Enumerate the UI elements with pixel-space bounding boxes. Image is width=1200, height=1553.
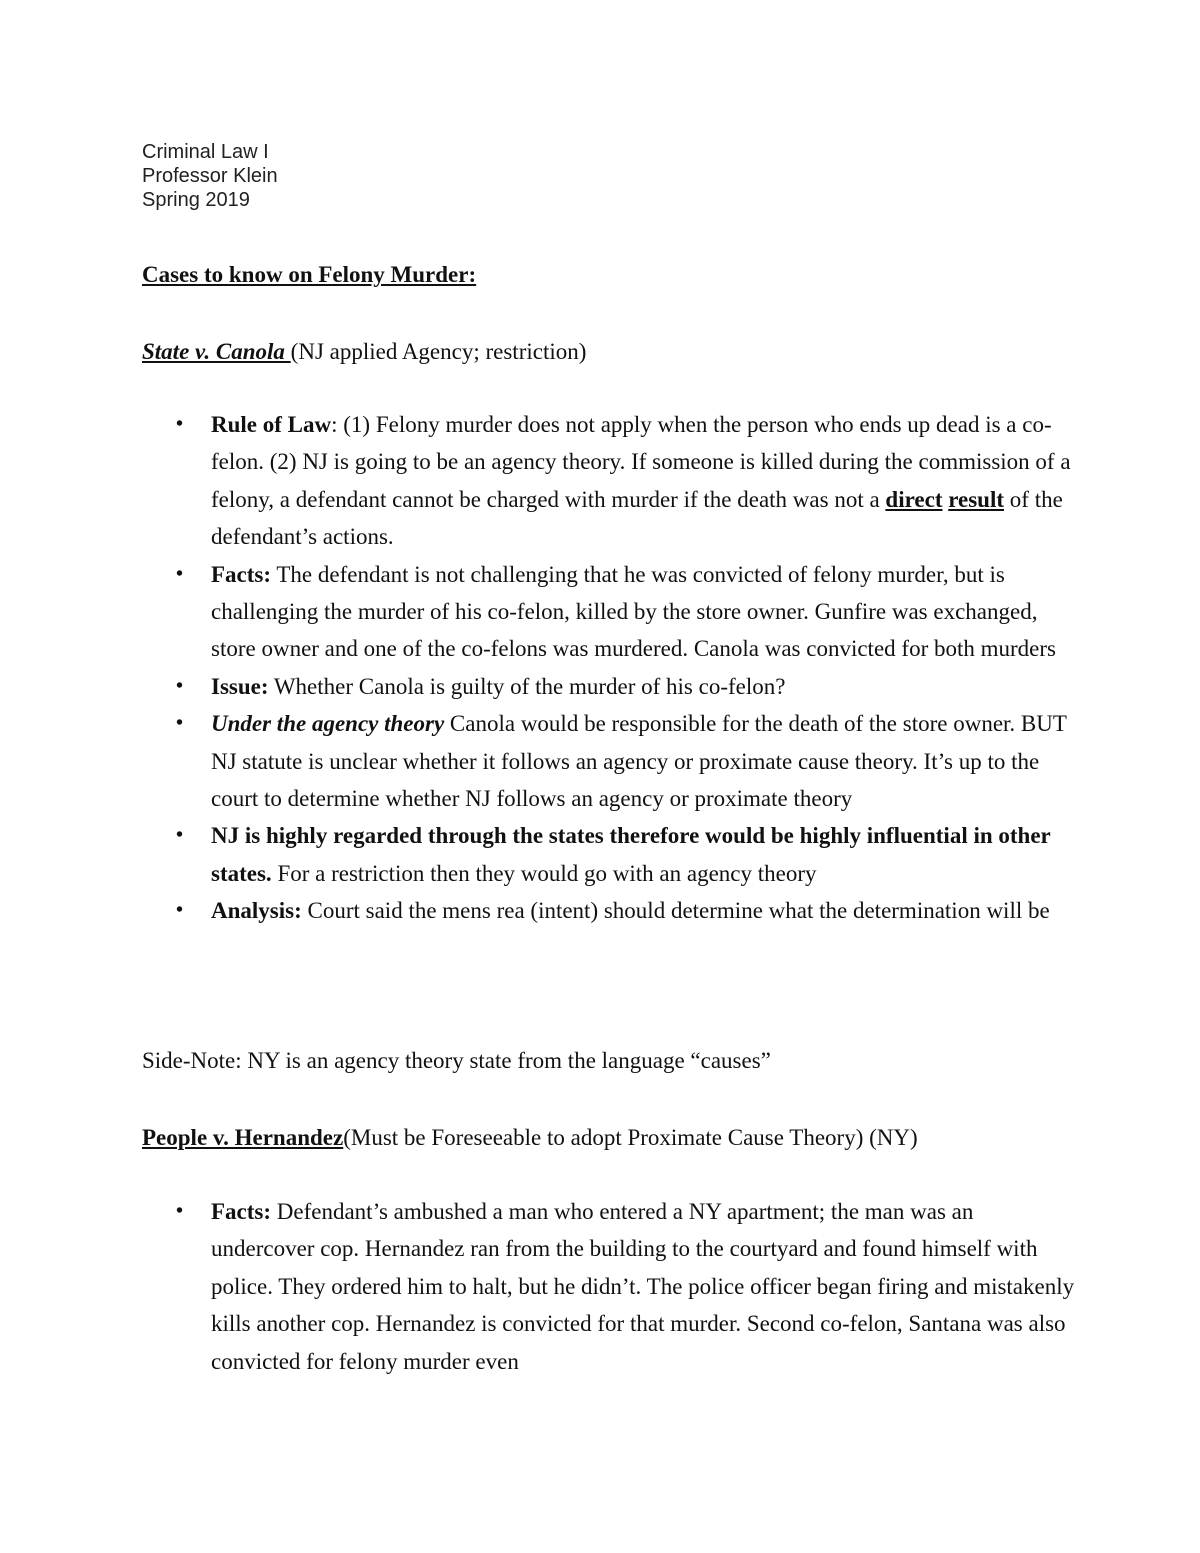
document-header <box>142 140 278 212</box>
list-item <box>176 406 1076 556</box>
list-item <box>176 705 1076 817</box>
course-name: Criminal Law I <box>142 141 269 163</box>
item-text: Defendant’s ambushed a man who entered a NY apartment; the man was an undercover cop. Hernandez ran from the building to the courtyard and found himself with police. They ordered him to halt, but he didn’t. The police officer began firing and mistakenly kills another cop. Hernandez is convicted for that murder. Second co-felon, Santana was also convicted for felony murder even <box>211 1199 1075 1374</box>
bullet-icon: • <box>176 1200 184 1222</box>
underlined-word: result <box>948 486 1005 512</box>
item-text: The defendant is not challenging that he was convicted of felony murder, but is challenging the murder of his co-felon, killed by the store owner. Gunfire was exchanged, store owner and one of the co-felons was murdered. Canola was convicted for both murders <box>211 561 1056 662</box>
canola-bullet-list <box>176 406 1076 930</box>
item-label: Analysis: <box>211 898 302 924</box>
case-subtitle: (Must be Foreseeable to adopt Proximate Cause Theory) (NY) <box>343 1125 918 1150</box>
professor-name: Professor Klein <box>142 165 278 187</box>
list-item <box>176 556 1076 668</box>
bullet-icon: • <box>176 824 184 847</box>
item-label: Facts: <box>211 561 272 587</box>
item-text: of the defendant’s actions. <box>211 486 1063 550</box>
item-label: Issue: <box>211 673 269 699</box>
bullet-icon: • <box>176 899 184 922</box>
item-text: Whether Canola is guilty of the murder of his co-felon? <box>268 673 786 699</box>
bullet-icon: • <box>176 712 184 735</box>
case-name: State v. Canola <box>142 339 291 364</box>
list-item <box>176 817 1076 892</box>
hernandez-bullet-list <box>176 1193 1076 1380</box>
list-item <box>176 1193 1076 1380</box>
item-label: Under the agency theory <box>211 711 445 737</box>
item-label: Facts: <box>211 1199 272 1224</box>
item-text: Canola would be responsible for the death of the store owner. BUT NJ statute is unclear whether it follows an agency or proximate cause theory. It’s up to the court to determine whether NJ follows an agency or proximate theory <box>211 711 1067 812</box>
case-heading-hernandez <box>142 1124 918 1152</box>
list-item <box>176 668 1076 705</box>
term: Spring 2019 <box>142 189 250 211</box>
case-heading-canola <box>142 338 586 366</box>
case-subtitle: (NJ applied Agency; restriction) <box>290 339 587 364</box>
item-label: Rule of Law <box>211 412 332 437</box>
document-title: Cases to know on Felony Murder: <box>142 262 477 287</box>
bullet-icon: • <box>176 413 184 435</box>
item-text: : (1) Felony murder does not apply when the person who ends up dead is a co-felon. (2) NJ is going to be an agency theory. If someone is killed during the commission of a felony, a defendant cannot be charged with murder if the death was not a <box>211 412 1071 512</box>
item-text: For a restriction then they would go with an agency theory <box>271 860 817 886</box>
side-note: Side-Note: NY is an agency theory state from the language “causes” <box>142 1048 771 1073</box>
case-name: People v. Hernandez <box>142 1125 344 1150</box>
item-label: NJ is highly regarded through the states therefore would be highly influential in other states. <box>211 823 1051 886</box>
bullet-icon: • <box>176 674 184 697</box>
list-item <box>176 892 1076 929</box>
bullet-icon: • <box>176 562 184 585</box>
item-text: Court said the mens rea (intent) should determine what the determination will be <box>301 898 1050 924</box>
underlined-word: direct <box>885 486 943 512</box>
